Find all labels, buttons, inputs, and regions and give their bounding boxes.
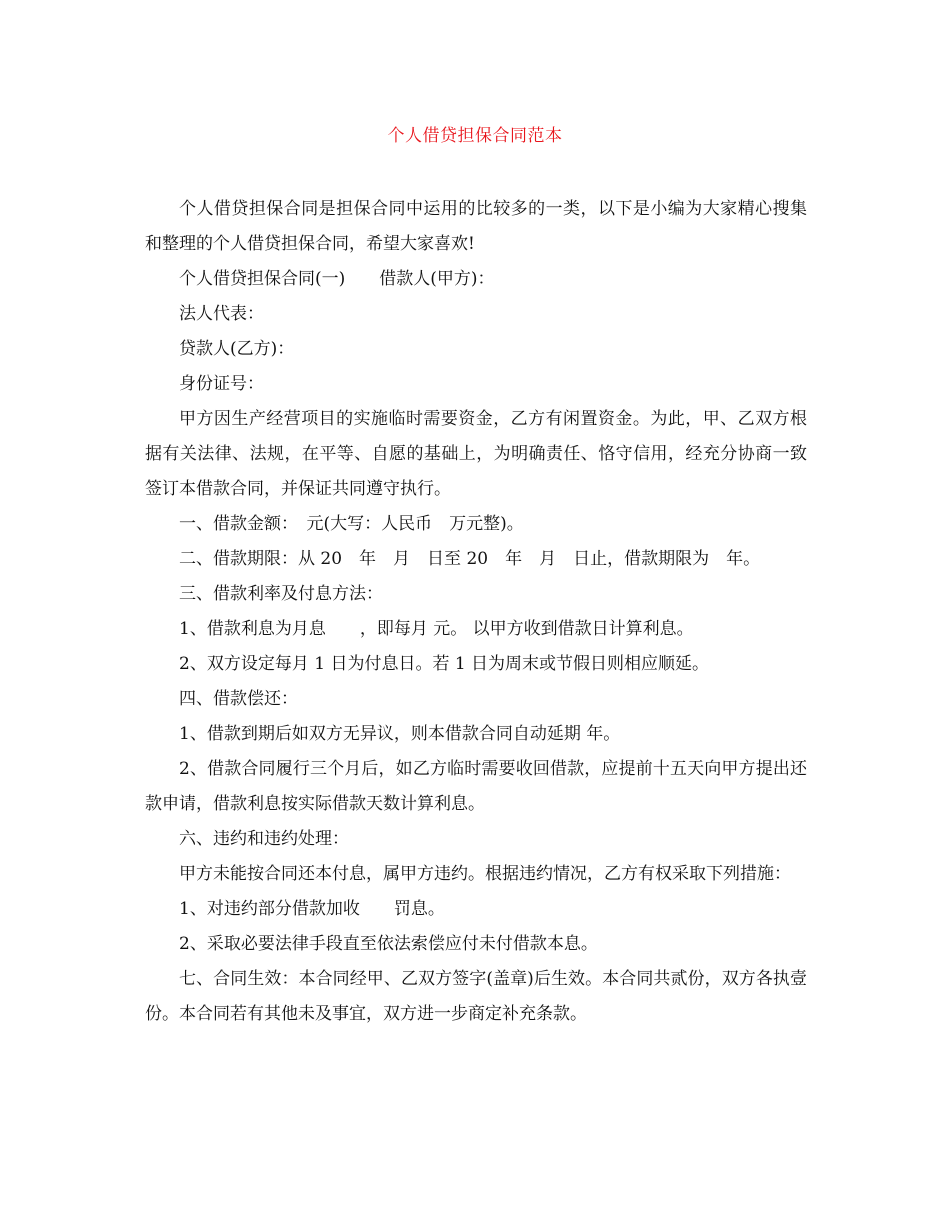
paragraph-early-recall: 2、借款合同履行三个月后，如乙方临时需要收回借款，应提前十五天向甲方提出还款申请，借款利息按实际借款天数计算利息。 — [145, 759, 807, 814]
paragraph-contract-one-borrower: 个人借贷担保合同(一) 借款人(甲方)： — [179, 269, 495, 289]
paragraph-breach-heading: 六、违约和违约处理： — [179, 829, 349, 849]
paragraph-repayment-heading: 四、借款偿还： — [179, 689, 298, 709]
paragraph-payment-date: 2、双方设定每月 1 日为付息日。若 1 日为周末或节假日则相应顺延。 — [179, 654, 710, 674]
document-body — [145, 192, 807, 1032]
paragraph-lender: 贷款人(乙方)： — [179, 339, 295, 359]
paragraph-interest-heading: 三、借款利率及付息方法： — [179, 584, 383, 604]
document-title: 个人借贷担保合同范本 — [387, 126, 563, 146]
paragraph-loan-amount: 一、借款金额： 元(大写：人民币 万元整)。 — [179, 514, 524, 534]
paragraph-loan-term: 二、借款期限：从 20 年 月 日至 20 年 月 日止，借款期限为 年。 — [179, 549, 761, 569]
paragraph-legal-representative: 法人代表： — [179, 304, 264, 324]
paragraph-intro: 个人借贷担保合同是担保合同中运用的比较多的一类，以下是小编为大家精心搜集和整理的个人借贷担保合同，希望大家喜欢! — [145, 199, 807, 254]
paragraph-interest-rate: 1、借款利息为月息 ，即每月 元。 以甲方收到借款日计算利息。 — [179, 619, 694, 639]
paragraph-breach-measures: 甲方未能按合同还本付息，属甲方违约。根据违约情况，乙方有权采取下列措施： — [179, 864, 791, 884]
paragraph-legal-action: 2、采取必要法律手段直至依法索偿应付未付借款本息。 — [179, 934, 598, 954]
paragraph-penalty-interest: 1、对违约部分借款加收 罚息。 — [179, 899, 445, 919]
paragraph-id-number: 身份证号： — [179, 374, 264, 394]
paragraph-purpose: 甲方因生产经营项目的实施临时需要资金，乙方有闲置资金。为此，甲、乙双方根据有关法律、法规，在平等、自愿的基础上，为明确责任、恪守信用，经充分协商一致签订本借款合同，并保证共同遵守执行。 — [145, 409, 807, 499]
paragraph-auto-extension: 1、借款到期后如双方无异议，则本借款合同自动延期 年。 — [179, 724, 621, 744]
paragraph-effectiveness: 七、合同生效：本合同经甲、乙双方签字(盖章)后生效。本合同共贰份，双方各执壹份。本合同若有其他未及事宜，双方进一步商定补充条款。 — [145, 969, 807, 1024]
